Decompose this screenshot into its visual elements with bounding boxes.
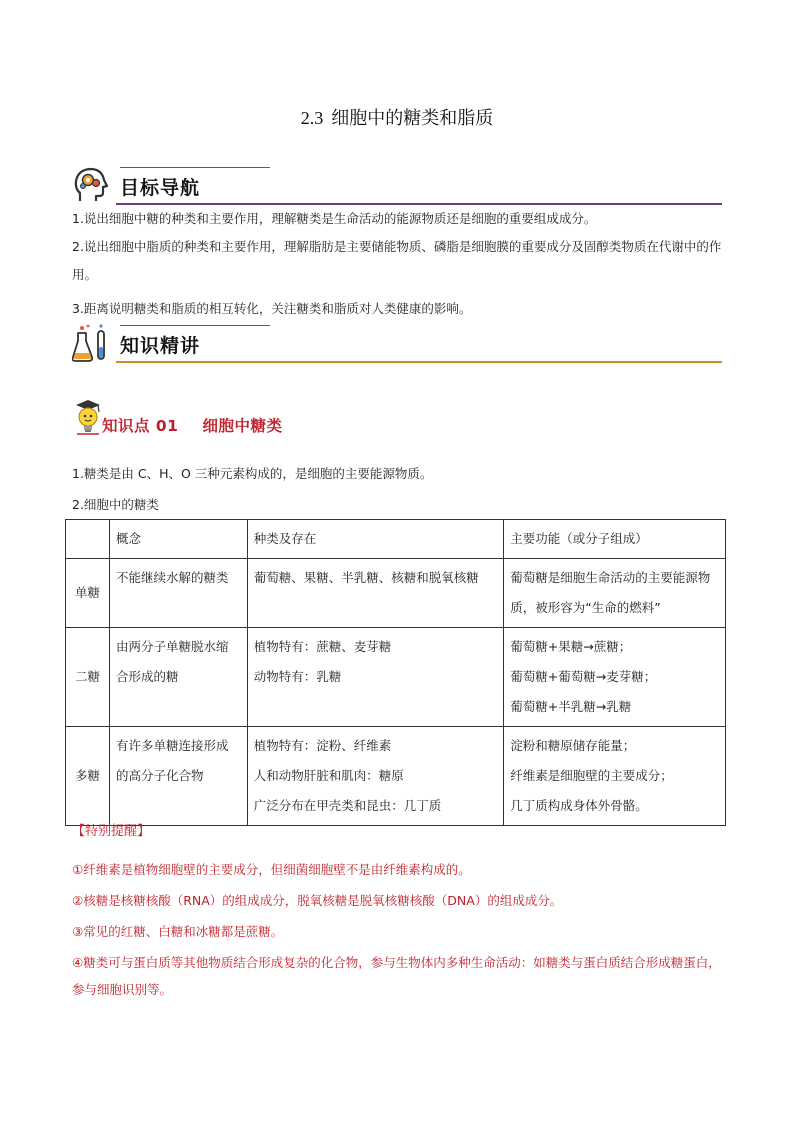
table-header-cell bbox=[66, 520, 110, 559]
row-concept: 由两分子单糖脱水缩合形成的糖 bbox=[109, 628, 247, 727]
knowledge-rule bbox=[116, 361, 722, 363]
table-header-row bbox=[66, 520, 726, 559]
knowledge-point-label bbox=[102, 414, 282, 436]
header-decoration-line bbox=[120, 325, 270, 326]
sugar-table bbox=[65, 519, 726, 826]
table-header-cell: 主要功能（或分子组成） bbox=[504, 520, 726, 559]
intro-line-2: 2.细胞中的糖类 bbox=[72, 497, 159, 512]
row-types bbox=[247, 559, 504, 628]
types-line: 广泛分布在甲壳类和昆虫：几丁质 bbox=[253, 798, 442, 813]
reminder-item: ④糖类可与蛋白质等其他物质结合形成复杂的化合物，参与生物体内多种生命活动：如糖类与蛋白质结合形成糖蛋白，参与细胞识别等。 bbox=[72, 955, 721, 997]
head-gears-icon bbox=[72, 165, 114, 205]
title-text: 细胞中的糖类和脂质 bbox=[331, 108, 494, 129]
reminder-item: ①纤维素是植物细胞壁的主要成分，但细菌细胞壁不是由纤维素构成的。 bbox=[72, 862, 471, 877]
intro-line-1: 1.糖类是由 C、H、O 三种元素构成的，是细胞的主要能源物质。 bbox=[72, 466, 433, 481]
function-line: 葡萄糖+半乳糖→乳糖 bbox=[510, 699, 632, 714]
row-category: 二糖 bbox=[66, 628, 110, 727]
table-header-cell: 种类及存在 bbox=[247, 520, 504, 559]
knowledge-point-header bbox=[72, 398, 372, 438]
row-functions bbox=[504, 559, 726, 628]
types-line: 植物特有：蔗糖、麦芽糖 bbox=[253, 639, 392, 654]
types-line: 动物特有：乳糖 bbox=[253, 669, 342, 684]
page-title bbox=[0, 104, 794, 130]
header-decoration-line bbox=[120, 167, 270, 168]
goal-item-3: 3.距离说明糖类和脂质的相互转化，关注糖类和脂质对人类健康的影响。 bbox=[72, 301, 472, 316]
special-reminder-heading: 【特别提醒】 bbox=[72, 824, 151, 839]
table-row bbox=[66, 559, 726, 628]
row-types bbox=[247, 628, 504, 727]
function-line: 淀粉和糖原储存能量； bbox=[510, 738, 636, 753]
knowledge-section-header bbox=[72, 323, 722, 363]
goals-list bbox=[72, 205, 724, 323]
lab-flask-icon bbox=[72, 323, 114, 363]
row-types bbox=[247, 727, 504, 826]
table-row bbox=[66, 628, 726, 727]
row-category: 多糖 bbox=[66, 727, 110, 826]
types-line: 植物特有：淀粉、纤维素 bbox=[253, 738, 392, 753]
special-reminder-list bbox=[72, 856, 724, 1003]
goal-item-2: 2.说出细胞中脂质的种类和主要作用，理解脂肪是主要储能物质、磷脂是细胞膜的重要成分及固醇类物质在代谢中的作用。 bbox=[72, 239, 722, 282]
function-line: 葡萄糖+果糖→蔗糖； bbox=[510, 639, 632, 654]
row-category: 单糖 bbox=[66, 559, 110, 628]
lightbulb-mascot-icon bbox=[72, 398, 104, 438]
function-line: 葡萄糖是细胞生命活动的主要能源物质，被形容为“生命的燃料” bbox=[510, 570, 711, 615]
row-functions bbox=[504, 628, 726, 727]
reminder-item: ②核糖是核糖核酸（RNA）的组成成分，脱氧核糖是脱氧核糖核酸（DNA）的组成成分。 bbox=[72, 893, 563, 908]
types-line: 葡萄糖、果糖、半乳糖、核糖和脱氧核糖 bbox=[253, 570, 479, 585]
goals-section-header bbox=[72, 165, 722, 205]
row-concept: 不能继续水解的糖类 bbox=[109, 559, 247, 628]
knowledge-point-number: 知识点 01 bbox=[102, 417, 179, 435]
title-number: 2.3 bbox=[300, 108, 324, 128]
row-functions bbox=[504, 727, 726, 826]
knowledge-heading: 知识精讲 bbox=[120, 335, 201, 357]
row-concept: 有许多单糖连接形成的高分子化合物 bbox=[109, 727, 247, 826]
goals-heading: 目标导航 bbox=[120, 177, 201, 199]
table-header-cell: 概念 bbox=[109, 520, 247, 559]
reminder-item: ③常见的红糖、白糖和冰糖都是蔗糖。 bbox=[72, 924, 284, 939]
goal-item-1: 1.说出细胞中糖的种类和主要作用，理解糖类是生命活动的能源物质还是细胞的重要组成成分。 bbox=[72, 211, 597, 226]
function-line: 纤维素是细胞壁的主要成分； bbox=[510, 768, 673, 783]
types-line: 人和动物肝脏和肌肉：糖原 bbox=[253, 768, 404, 783]
knowledge-point-title: 细胞中糖类 bbox=[202, 417, 283, 435]
table-row bbox=[66, 727, 726, 826]
intro-text bbox=[72, 458, 724, 520]
function-line: 葡萄糖+葡萄糖→麦芽糖； bbox=[510, 669, 657, 684]
function-line: 几丁质构成身体外骨骼。 bbox=[510, 798, 648, 813]
